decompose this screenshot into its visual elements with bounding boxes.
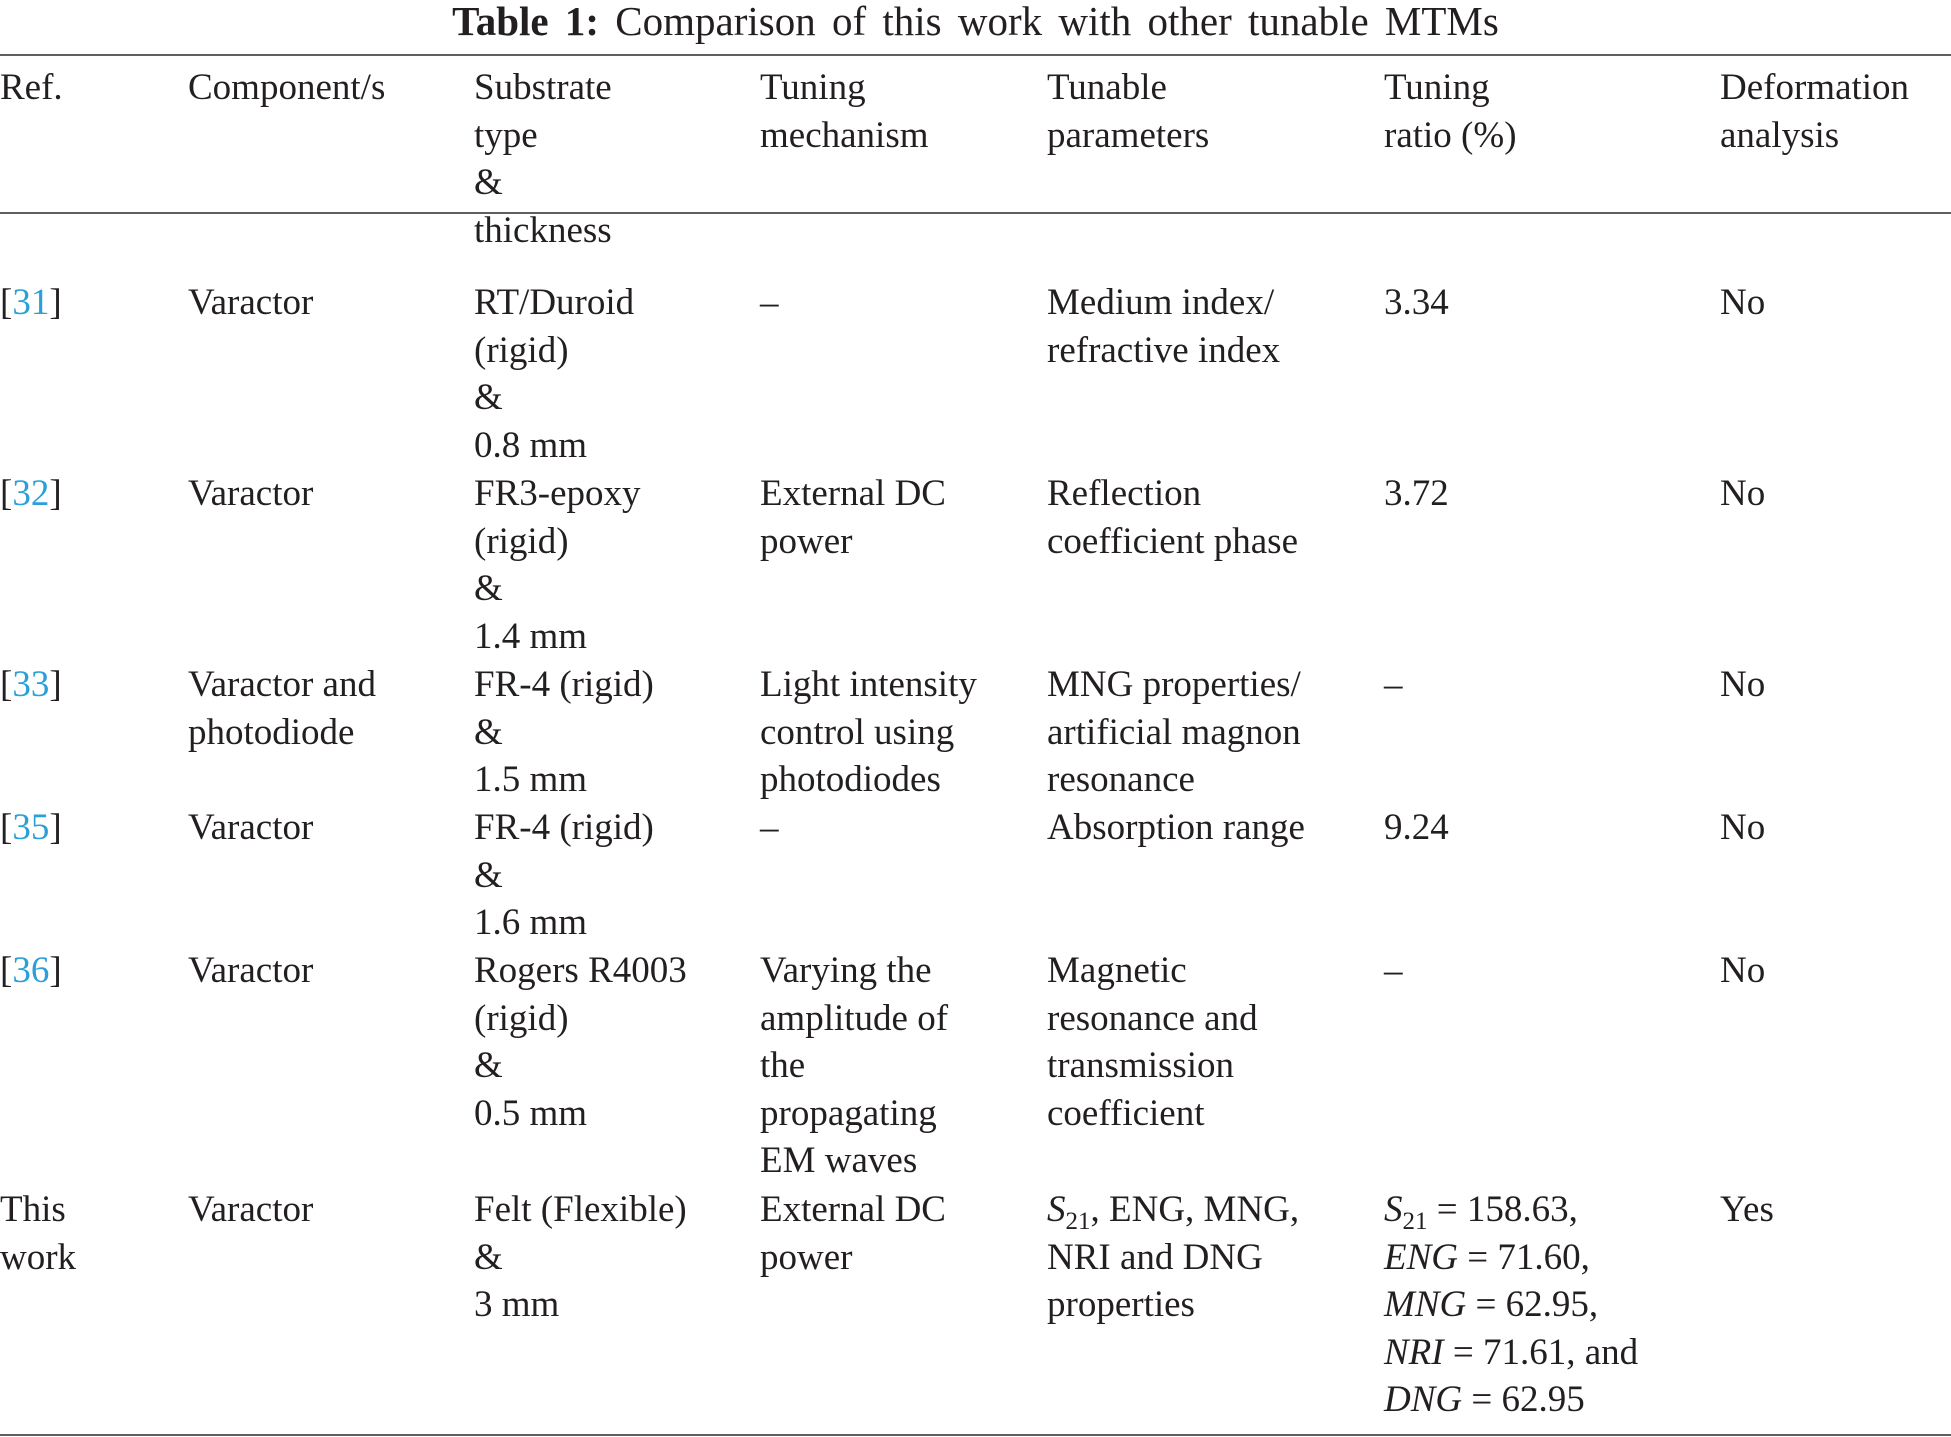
row-31-ref: [31] bbox=[0, 282, 62, 323]
reference-link-32[interactable]: 32 bbox=[12, 473, 50, 514]
row-this-work-deformation: Yes bbox=[1720, 1189, 1774, 1230]
row-31-mechanism: – bbox=[760, 282, 779, 323]
row-33-parameters: MNG properties/ artificial magnon resonance bbox=[1047, 664, 1301, 801]
row-36-ref: [36] bbox=[0, 950, 62, 991]
row-33-ref: [33] bbox=[0, 664, 62, 705]
header-ratio: Tuning ratio (%) bbox=[1384, 67, 1517, 156]
row-35-component: Varactor bbox=[188, 807, 314, 848]
row-32-ratio: 3.72 bbox=[1384, 473, 1449, 514]
reference-link-31[interactable]: 31 bbox=[12, 282, 50, 323]
row-31-parameters: Medium index/ refractive index bbox=[1047, 282, 1281, 371]
header-parameters: Tunable parameters bbox=[1047, 67, 1210, 156]
row-33-deformation: No bbox=[1720, 664, 1766, 705]
reference-link-35[interactable]: 35 bbox=[12, 807, 50, 848]
row-31-deformation: No bbox=[1720, 282, 1766, 323]
row-35-parameters: Absorption range bbox=[1047, 807, 1305, 848]
row-35-mechanism: – bbox=[760, 807, 779, 848]
row-this-work-ratio: $S_{21} = 158.63$, ENG = 71.60, MNG = 62.95, NRI = 71.61, and DNG = 62.95 bbox=[1384, 1189, 1639, 1421]
header-mechanism: Tuning mechanism bbox=[760, 67, 929, 156]
row-36-ratio: – bbox=[1384, 950, 1403, 991]
header-substrate: Substrate type & thickness bbox=[474, 67, 612, 251]
header-deformation: Deformation analysis bbox=[1720, 67, 1910, 156]
header-component: Component/s bbox=[188, 67, 386, 108]
row-31-substrate: RT/Duroid (rigid) & 0.8 mm bbox=[474, 282, 635, 466]
row-36-deformation: No bbox=[1720, 950, 1766, 991]
table-caption-label: Table 1: bbox=[452, 0, 600, 44]
row-35-ratio: 9.24 bbox=[1384, 807, 1449, 848]
table-header-rule bbox=[0, 212, 1951, 214]
row-35-deformation: No bbox=[1720, 807, 1766, 848]
row-32-deformation: No bbox=[1720, 473, 1766, 514]
row-31-component: Varactor bbox=[188, 282, 314, 323]
row-32-mechanism: External DC power bbox=[760, 473, 946, 562]
row-this-work-substrate: Felt (Flexible) & 3 mm bbox=[474, 1189, 687, 1326]
row-32-ref: [32] bbox=[0, 473, 62, 514]
row-36-substrate: Rogers R4003 (rigid) & 0.5 mm bbox=[474, 950, 687, 1134]
reference-link-36[interactable]: 36 bbox=[12, 950, 50, 991]
row-this-work-ref: This work bbox=[0, 1189, 77, 1278]
row-36-component: Varactor bbox=[188, 950, 314, 991]
row-32-parameters: Reflection coefficient phase bbox=[1047, 473, 1298, 562]
table-caption bbox=[0, 0, 1951, 42]
row-32-substrate: FR3-epoxy (rigid) & 1.4 mm bbox=[474, 473, 641, 657]
row-33-mechanism: Light intensity control using photodiodes bbox=[760, 664, 977, 801]
table-caption-text: Comparison of this work with other tunable MTMs bbox=[615, 0, 1499, 44]
row-33-ratio: – bbox=[1384, 664, 1403, 705]
reference-link-33[interactable]: 33 bbox=[12, 664, 50, 705]
row-35-substrate: FR-4 (rigid) & 1.6 mm bbox=[474, 807, 654, 944]
row-35-ref: [35] bbox=[0, 807, 62, 848]
row-36-parameters: Magnetic resonance and transmission coefficient bbox=[1047, 950, 1258, 1134]
row-this-work-parameters: $S_{21}$, ENG, MNG, NRI and DNG properties bbox=[1047, 1189, 1300, 1326]
row-this-work-component: Varactor bbox=[188, 1189, 314, 1230]
table-bottom-rule bbox=[0, 1434, 1951, 1436]
row-32-component: Varactor bbox=[188, 473, 314, 514]
table-top-rule bbox=[0, 54, 1951, 56]
row-31-ratio: 3.34 bbox=[1384, 282, 1449, 323]
row-this-work-mechanism: External DC power bbox=[760, 1189, 946, 1278]
row-36-mechanism: Varying the amplitude of the propagating EM waves bbox=[760, 950, 949, 1182]
row-33-component: Varactor and photodiode bbox=[188, 664, 376, 753]
header-ref: Ref. bbox=[0, 67, 63, 108]
row-33-substrate: FR-4 (rigid) & 1.5 mm bbox=[474, 664, 654, 801]
